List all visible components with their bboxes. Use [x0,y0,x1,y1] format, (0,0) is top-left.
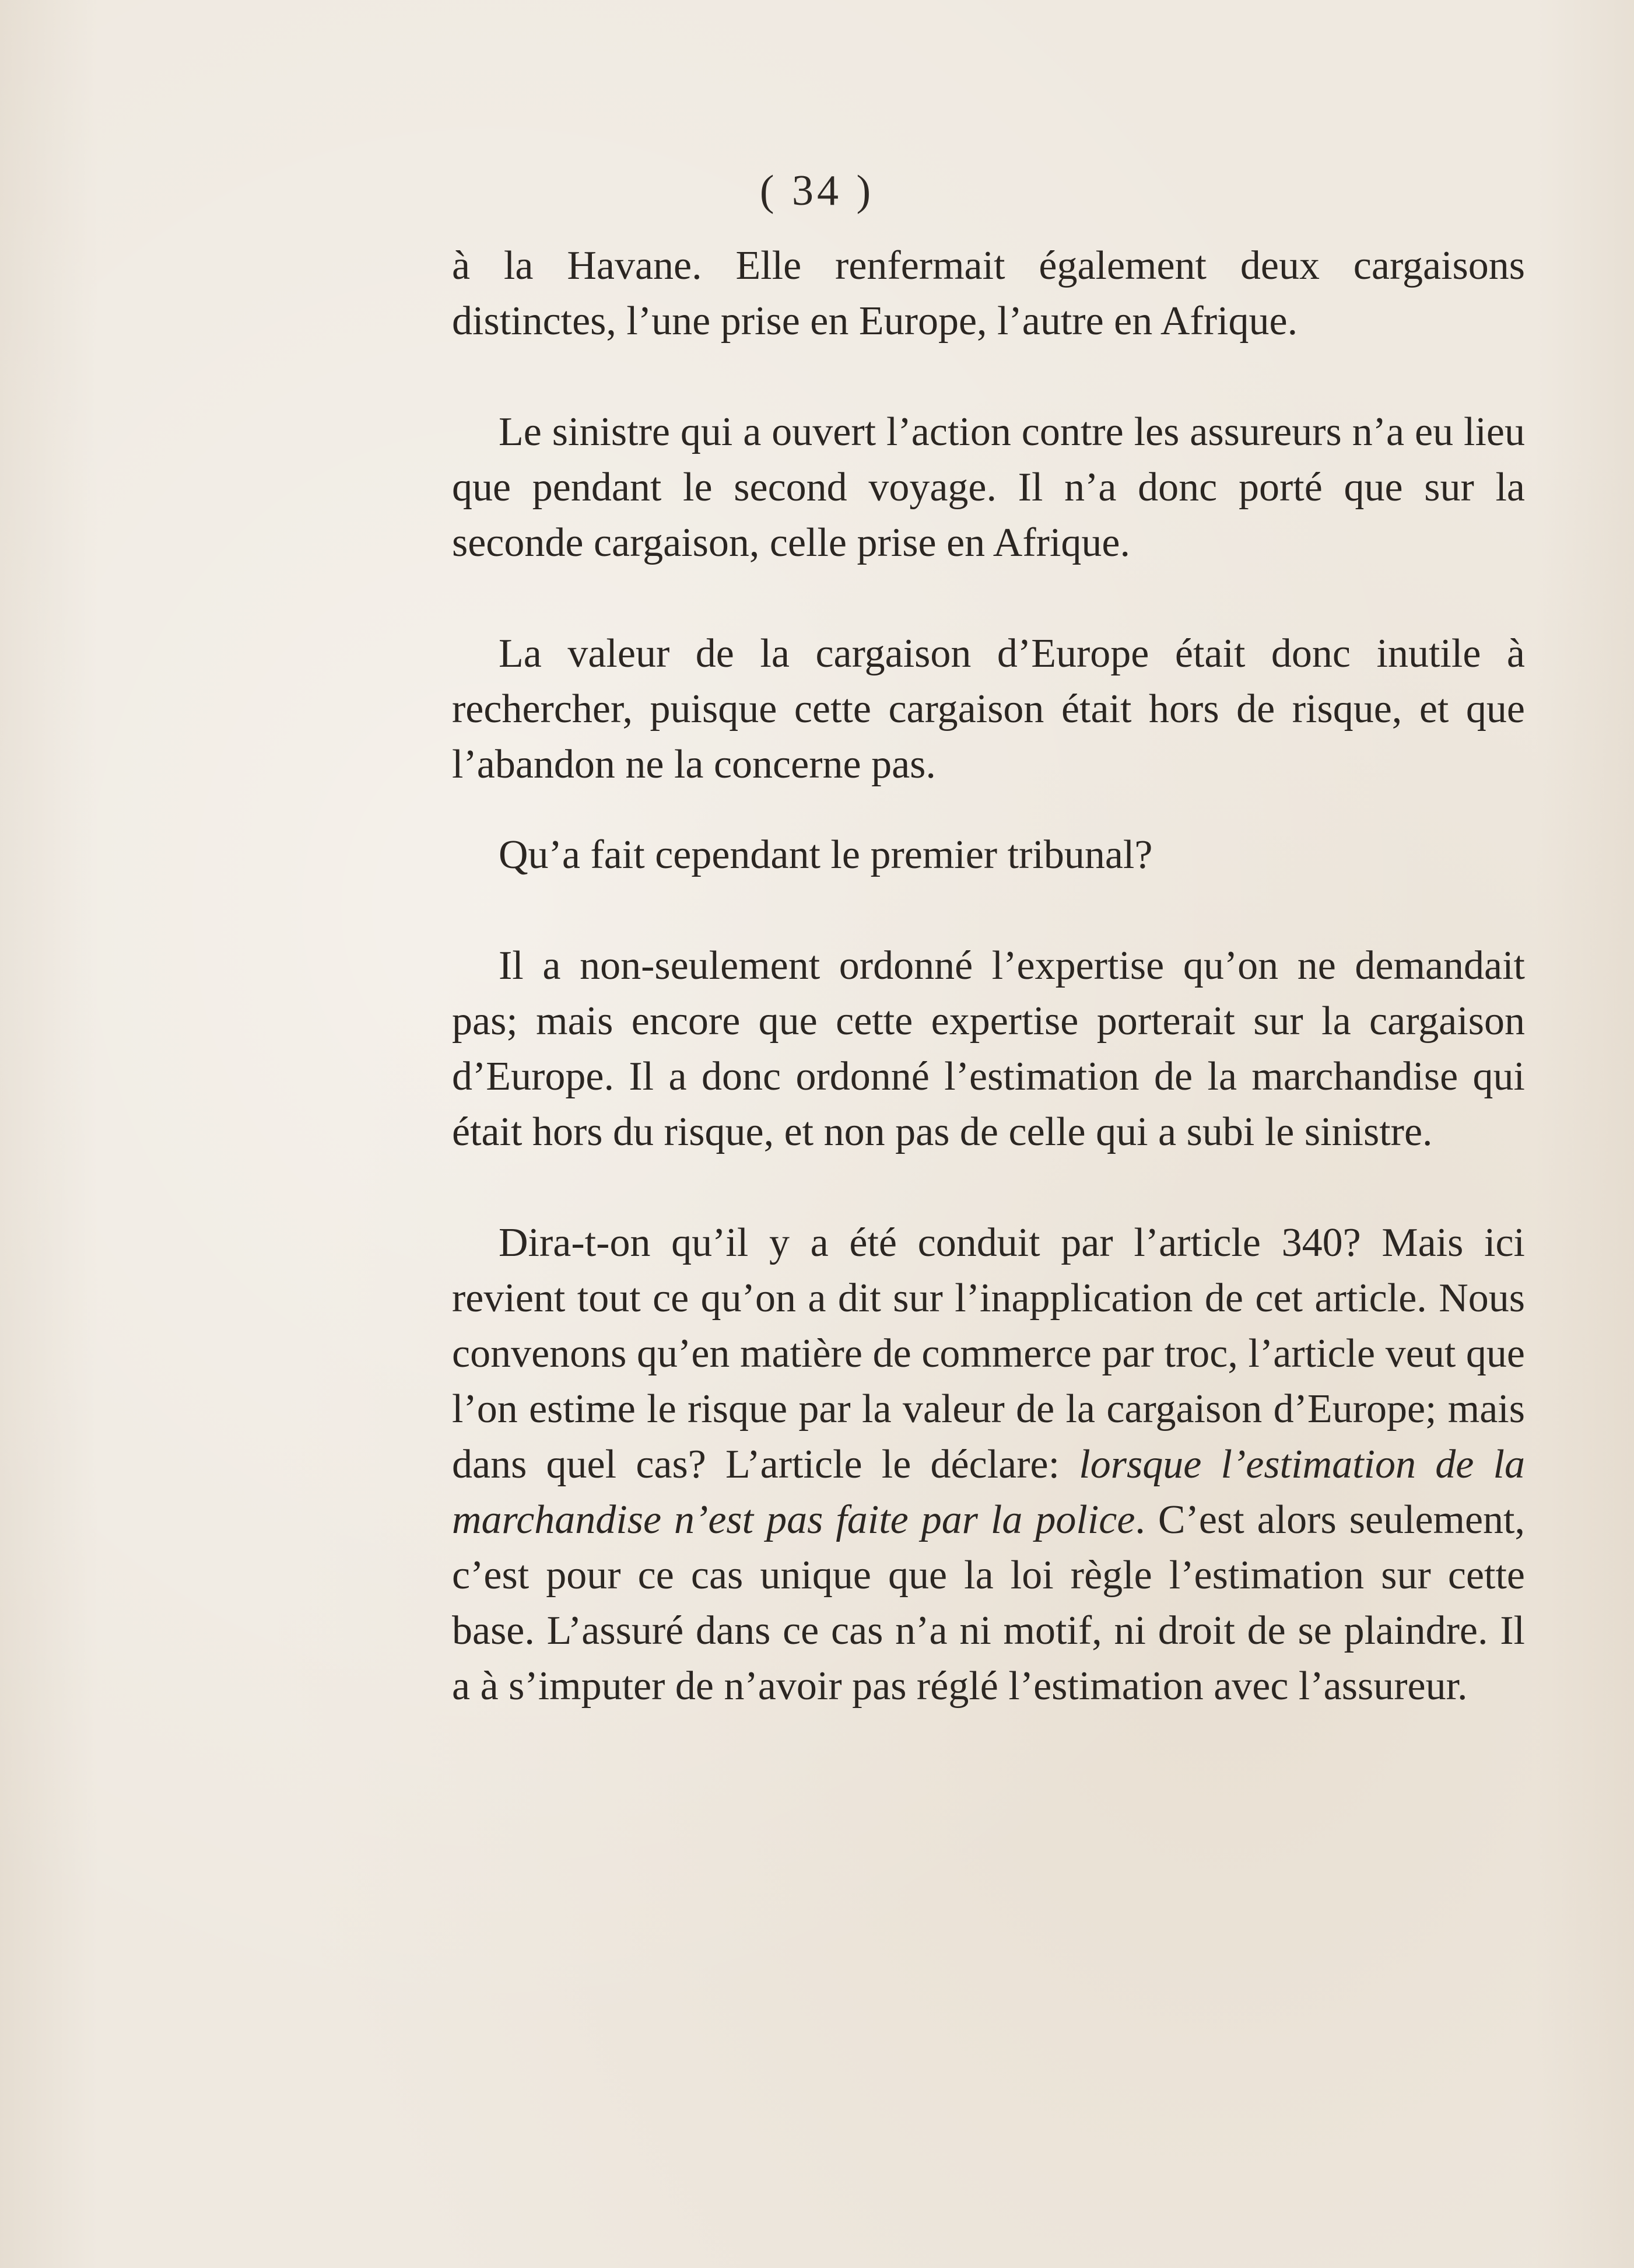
paragraph-2: Le sinistre qui a ouvert l’action contre les assureurs n’a eu lieu que pendant le second voyage. Il n’a donc porté que sur la seconde cargaison, celle prise en Afrique. [452,410,1525,565]
paragraph-3: La valeur de la cargaison d’Europe était donc inutile à rechercher, puisque cette cargaison était hors de risque, et que l’abandon ne la concerne pas. [452,631,1525,787]
body-text [452,238,1525,1714]
paragraph-6-text-start: Dira-t-on qu’il y a été conduit par l’article 340? Mais ici revient tout ce qu’on a dit sur l’inapplication de cet article. Nous convenons qu’en matière de commerce par troc, l’article veut que l’on estime le risque par la valeur de la cargaison d’Europe; mais dans quel cas? L’article le déclare: [452,1220,1525,1487]
paragraph-1: à la Havane. Elle renfermait également deux cargaisons distinctes, l’une prise en Europe, l’autre en Afrique. [452,243,1525,344]
paragraph-6-italic-quote: lorsque l’estimation de la marchandise n’est pas faite par la police [452,1442,1525,1542]
paragraph-5: Il a non-seulement ordonné l’expertise qu’on ne demandait pas; mais encore que cette expertise porterait sur la cargaison d’Europe. Il a donc ordonné l’estimation de la marchandise qui était hors du risque, et non pas de celle qui a subi le sinistre. [452,943,1525,1154]
paragraph-4: Qu’a fait cependant le premier tribunal? [499,832,1153,877]
page-number: ( 34 ) [759,167,875,215]
paragraph-6 [452,1215,1525,1714]
paragraph-6-text-end: . C’est alors seulement, c’est pour ce cas unique que la loi règle l’estimation sur cette base. L’assuré dans ce cas n’a ni motif, ni droit de se plaindre. Il a à s’imputer de n’avoir pas réglé l’estimation avec l’assureur. [452,1497,1525,1709]
